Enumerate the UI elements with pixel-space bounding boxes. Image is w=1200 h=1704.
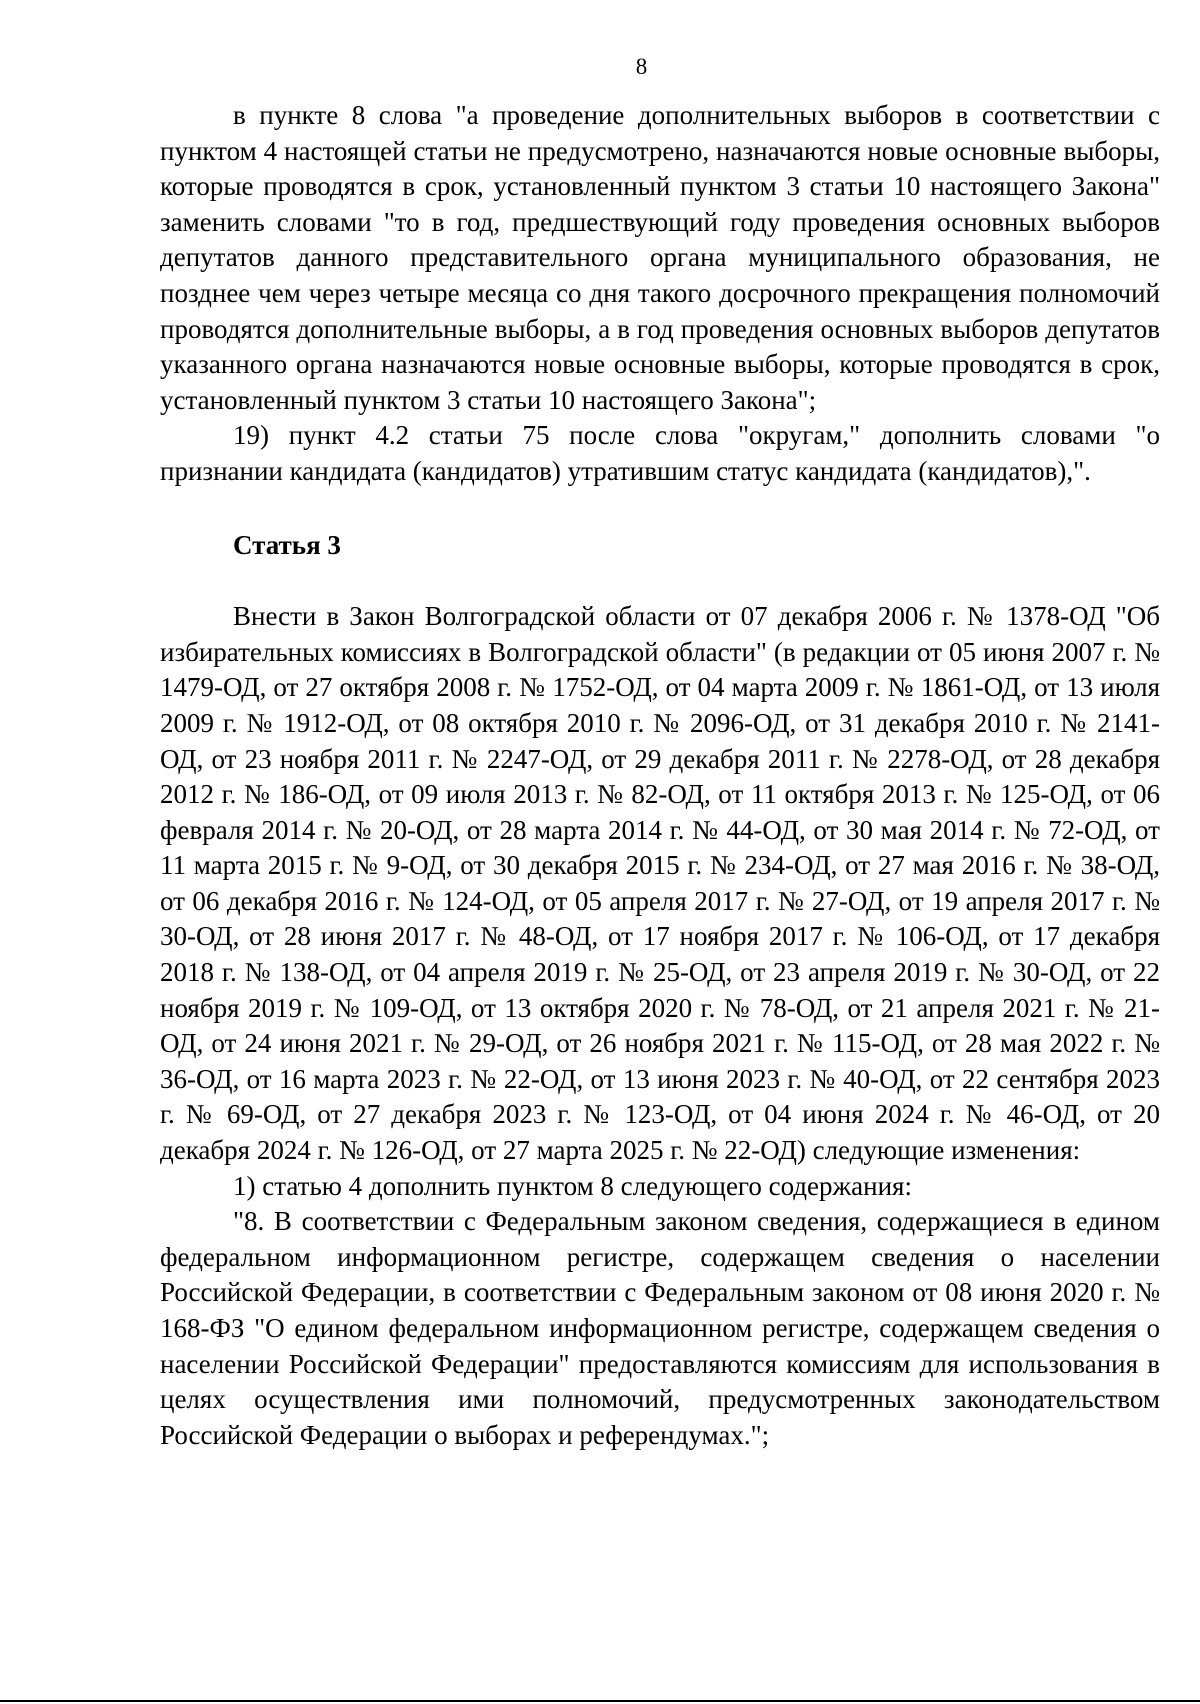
document-body xyxy=(160,98,1160,1453)
paragraph: в пункте 8 слова "а проведение дополнительных выборов в соответствии с пунктом 4 настоящей статьи не предусмотрено, назначаются новые основные выборы, которые проводятся в срок, установленный пунктом 3 статьи 10 настоящего Закона" заменить словами "то в год, предшествующий году проведения основных выборов депутатов данного представительного органа муниципального образования, не позднее чем через четыре месяца со дня такого досрочного прекращения полномочий проводятся дополнительные выборы, а в год проведения основных выборов депутатов указанного органа назначаются новые основные выборы, которые проводятся в срок, установленный пунктом 3 статьи 10 настоящего Закона"; xyxy=(160,100,1160,415)
paragraph: 19) пункт 4.2 статьи 75 после слова "округам," дополнить словами "о признании кандидата (кандидатов) утратившим статус кандидата (кандидатов),". xyxy=(160,420,1160,486)
page-number: 8 xyxy=(635,54,648,79)
paragraph: Внести в Закон Волгоградской области от 07 декабря 2006 г. № 1378-ОД "Об избирательных комиссиях в Волгоградской области" (в редакции от 05 июня 2007 г. № 1479-ОД, от 27 октября 2008 г. № 1752-ОД, от 04 марта 2009 г. № 1861-ОД, от 13 июля 2009 г. № 1912-ОД, от 08 октября 2010 г. № 2096-ОД, от 31 декабря 2010 г. № 2141-ОД, от 23 ноября 2011 г. № 2247-ОД, от 29 декабря 2011 г. № 2278-ОД, от 28 декабря 2012 г. № 186-ОД, от 09 июля 2013 г. № 82-ОД, от 11 октября 2013 г. № 125-ОД, от 06 февраля 2014 г. № 20-ОД, от 28 марта 2014 г. № 44-ОД, от 30 мая 2014 г. № 72-ОД, от 11 марта 2015 г. № 9-ОД, от 30 декабря 2015 г. № 234-ОД, от 27 мая 2016 г. № 38-ОД, от 06 декабря 2016 г. № 124-ОД, от 05 апреля 2017 г. № 27-ОД, от 19 апреля 2017 г. № 30-ОД, от 28 июня 2017 г. № 48-ОД, от 17 ноября 2017 г. № 106-ОД, от 17 декабря 2018 г. № 138-ОД, от 04 апреля 2019 г. № 25-ОД, от 23 апреля 2019 г. № 30-ОД, от 22 ноября 2019 г. № 109-ОД, от 13 октября 2020 г. № 78-ОД, от 21 апреля 2021 г. № 21-ОД, от 24 июня 2021 г. № 29-ОД, от 26 ноября 2021 г. № 115-ОД, от 28 мая 2022 г. № 36-ОД, от 16 марта 2023 г. № 22-ОД, от 13 июня 2023 г. № 40-ОД, от 22 сентября 2023 г. № 69-ОД, от 27 декабря 2023 г. № 123-ОД, от 04 июня 2024 г. № 46-ОД, от 20 декабря 2024 г. № 126-ОД, от 27 марта 2025 г. № 22-ОД) следующие изменения: xyxy=(160,601,1160,1166)
paragraph: 1) статью 4 дополнить пунктом 8 следующего содержания: xyxy=(233,1170,912,1201)
scan-edge-line xyxy=(0,1700,1200,1702)
article-heading: Статья 3 xyxy=(233,529,341,560)
paragraph: "8. В соответствии с Федеральным законом сведения, содержащиеся в едином федеральном информационном регистре, содержащем сведения о населении Российской Федерации, в соответствии с Федеральным законом от 08 июня 2020 г. № 168-ФЗ "О едином федеральном информационном регистре, содержащем сведения о населении Российской Федерации" предоставляются комиссиям для использования в целях осуществления ими полномочий, предусмотренных законодательством Российской Федерации о выборах и референдумах."; xyxy=(160,1206,1160,1450)
